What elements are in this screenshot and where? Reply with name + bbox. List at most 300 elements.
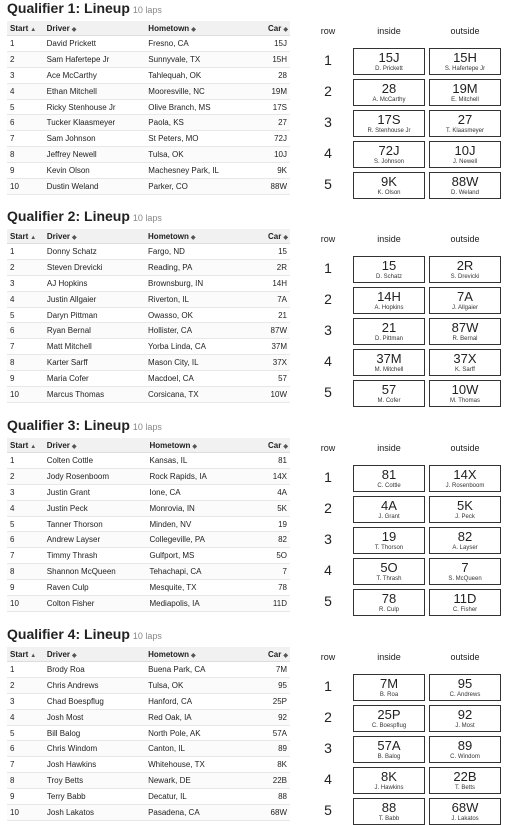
table-row bbox=[7, 147, 290, 163]
hometown-cell: Tehachapi, CA bbox=[146, 564, 255, 580]
grid-car-number: 37M bbox=[376, 351, 402, 366]
hometown-cell: Red Oak, IA bbox=[145, 709, 255, 725]
grid-slot-outside bbox=[429, 736, 501, 763]
driver-name-cell: Ace McCarthy bbox=[44, 67, 146, 83]
driver-name-cell: Justin Allgaier bbox=[44, 291, 145, 307]
car-number-cell: 7A bbox=[255, 291, 290, 307]
sort-icon: ◆ bbox=[192, 443, 197, 450]
start-position-cell: 10 bbox=[7, 596, 44, 612]
car-number-cell: 14X bbox=[255, 468, 290, 484]
qualifier-title bbox=[7, 208, 162, 224]
table-row bbox=[7, 596, 290, 612]
table-row bbox=[7, 516, 290, 532]
driver-name-cell: Donny Schatz bbox=[44, 244, 145, 260]
start-position-cell: 6 bbox=[7, 115, 44, 131]
car-number-cell: 57 bbox=[255, 371, 290, 387]
driver-name-cell: AJ Hopkins bbox=[44, 275, 145, 291]
grid-driver-name: S. Johnson bbox=[373, 159, 405, 165]
outside-column-header: outside bbox=[450, 234, 480, 244]
grid-car-number: 22B bbox=[453, 769, 477, 784]
sort-icon: ◆ bbox=[190, 234, 196, 241]
driver-name-cell: Tucker Klaasmeyer bbox=[44, 115, 146, 131]
grid-slot-inside bbox=[353, 465, 425, 492]
grid-driver-name: J. Lakatos bbox=[451, 816, 479, 822]
hometown-cell: Hollister, CA bbox=[145, 323, 255, 339]
hometown-column-header[interactable] bbox=[145, 229, 255, 244]
grid-car-number: 87W bbox=[451, 320, 479, 335]
start-position-cell: 2 bbox=[7, 468, 44, 484]
grid-slot-inside bbox=[353, 705, 425, 732]
table-row bbox=[7, 371, 290, 387]
hometown-column-header[interactable] bbox=[145, 647, 255, 662]
car-column-header[interactable] bbox=[256, 21, 290, 36]
table-row bbox=[7, 468, 290, 484]
grid-slot-inside bbox=[353, 767, 425, 794]
hometown-cell: Macdoel, CA bbox=[145, 371, 255, 387]
grid-row-number: 5 bbox=[324, 384, 332, 400]
starting-grid bbox=[319, 652, 515, 822]
grid-car-number: 5O bbox=[380, 560, 398, 575]
hometown-column-header[interactable] bbox=[146, 438, 255, 453]
table-row bbox=[7, 307, 290, 323]
lineup-table bbox=[7, 647, 290, 821]
start-position-cell: 3 bbox=[7, 484, 44, 500]
start-position-cell: 6 bbox=[7, 532, 44, 548]
grid-driver-name: B. Roa bbox=[379, 692, 399, 698]
laps-label: 10 laps bbox=[132, 631, 162, 641]
inside-column-header: inside bbox=[377, 443, 401, 453]
start-position-cell: 9 bbox=[7, 580, 44, 596]
hometown-cell: Minden, NV bbox=[146, 516, 255, 532]
hometown-cell: Fresno, CA bbox=[145, 36, 256, 52]
driver-column-header[interactable] bbox=[44, 647, 145, 662]
driver-name-cell: Terry Babb bbox=[44, 789, 145, 805]
driver-column-header[interactable] bbox=[44, 229, 145, 244]
grid-driver-name: S. McQueen bbox=[448, 576, 482, 582]
table-row bbox=[7, 677, 290, 693]
table-row bbox=[7, 339, 290, 355]
sort-icon: ◆ bbox=[72, 652, 77, 659]
table-row bbox=[7, 131, 290, 147]
grid-driver-name: J. Rosenboom bbox=[445, 483, 485, 489]
grid-car-number: 2R bbox=[456, 258, 474, 273]
start-position-cell: 3 bbox=[7, 67, 44, 83]
grid-row-number: 3 bbox=[324, 322, 332, 338]
hometown-cell: Yorba Linda, CA bbox=[145, 339, 255, 355]
car-number-cell: 11D bbox=[255, 596, 290, 612]
lineup-header-row bbox=[7, 21, 290, 36]
start-position-cell: 8 bbox=[7, 355, 44, 371]
grid-car-number: 72J bbox=[378, 143, 400, 158]
grid-car-number: 7M bbox=[379, 676, 399, 691]
car-number-cell: 89 bbox=[255, 741, 290, 757]
start-position-cell: 4 bbox=[7, 709, 44, 725]
car-number-cell: 95 bbox=[255, 677, 290, 693]
driver-name-cell: Matt Mitchell bbox=[44, 339, 145, 355]
grid-driver-name: B. Balog bbox=[377, 754, 401, 760]
grid-row-number: 5 bbox=[324, 176, 332, 192]
grid-car-number: 19M bbox=[452, 81, 478, 96]
table-row bbox=[7, 115, 290, 131]
grid-row-number: 1 bbox=[324, 52, 332, 68]
hometown-cell: Tulsa, OK bbox=[145, 677, 255, 693]
grid-driver-name: C. Boespflug bbox=[371, 723, 407, 729]
grid-driver-name: D. Schatz bbox=[375, 274, 402, 280]
table-row bbox=[7, 163, 290, 179]
grid-car-number: 11D bbox=[453, 591, 477, 606]
grid-slot-outside bbox=[429, 256, 501, 283]
table-row bbox=[7, 355, 290, 371]
grid-driver-name: D. Pittman bbox=[374, 336, 403, 342]
table-row bbox=[7, 789, 290, 805]
driver-name-cell: Chris Andrews bbox=[44, 677, 145, 693]
hometown-cell: Canton, IL bbox=[145, 741, 255, 757]
start-position-cell: 2 bbox=[7, 259, 44, 275]
grid-slot-outside bbox=[429, 110, 501, 137]
grid-car-number: 7 bbox=[461, 560, 469, 575]
driver-name-cell: Dustin Weland bbox=[44, 179, 146, 195]
column-header-label: Start bbox=[10, 23, 29, 33]
grid-slot-inside bbox=[353, 79, 425, 106]
driver-name-cell: Josh Lakatos bbox=[44, 805, 145, 821]
car-number-cell: 37X bbox=[255, 355, 290, 371]
grid-slot-outside bbox=[429, 141, 501, 168]
hometown-cell: Mediapolis, IA bbox=[146, 596, 255, 612]
grid-row-number: 1 bbox=[324, 469, 332, 485]
hometown-cell: Brownsburg, IN bbox=[145, 275, 255, 291]
column-header-label: Car bbox=[268, 231, 282, 241]
hometown-cell: Olive Branch, MS bbox=[145, 99, 256, 115]
grid-car-number: 88W bbox=[451, 174, 479, 189]
hometown-cell: North Pole, AK bbox=[145, 725, 255, 741]
driver-name-cell: Troy Betts bbox=[44, 773, 145, 789]
car-number-cell: 8K bbox=[255, 757, 290, 773]
grid-row-number: 5 bbox=[324, 802, 332, 818]
lineup-header-row bbox=[7, 438, 290, 453]
grid-driver-name: M. Mitchell bbox=[374, 367, 404, 373]
column-header-label: Car bbox=[268, 23, 282, 33]
grid-driver-name: J. Allgaier bbox=[451, 305, 478, 311]
starting-grid bbox=[319, 26, 515, 196]
driver-name-cell: Sam Johnson bbox=[44, 131, 146, 147]
grid-row-number: 3 bbox=[324, 114, 332, 130]
car-number-cell: 88W bbox=[256, 179, 290, 195]
car-number-cell: 19M bbox=[256, 83, 290, 99]
driver-column-header[interactable] bbox=[44, 438, 147, 453]
grid-row-number: 4 bbox=[324, 562, 332, 578]
hometown-cell: Mesquite, TX bbox=[146, 580, 255, 596]
grid-slot-outside bbox=[429, 496, 501, 523]
table-row bbox=[7, 548, 290, 564]
driver-name-cell: Daryn Pittman bbox=[44, 307, 145, 323]
inside-column-header: inside bbox=[377, 652, 401, 662]
table-row bbox=[7, 532, 290, 548]
start-position-cell: 1 bbox=[7, 662, 44, 678]
grid-slot-inside bbox=[353, 674, 425, 701]
start-position-cell: 3 bbox=[7, 693, 44, 709]
grid-driver-name: K. Olson bbox=[377, 190, 401, 196]
grid-slot-outside bbox=[429, 767, 501, 794]
start-position-cell: 3 bbox=[7, 275, 44, 291]
sort-icon: ◆ bbox=[190, 652, 196, 659]
outside-column-header: outside bbox=[450, 26, 480, 36]
car-number-cell: 15J bbox=[256, 36, 290, 52]
row-column-header: row bbox=[320, 26, 336, 36]
grid-car-number: 15H bbox=[453, 50, 477, 65]
driver-name-cell: Josh Most bbox=[44, 709, 145, 725]
start-column-header[interactable] bbox=[7, 438, 44, 453]
grid-car-number: 21 bbox=[381, 320, 397, 335]
driver-name-cell: Brody Roa bbox=[44, 662, 145, 678]
table-row bbox=[7, 36, 290, 52]
grid-slot-outside bbox=[429, 674, 501, 701]
grid-driver-name: D. Prickett bbox=[375, 66, 403, 72]
grid-slot-inside bbox=[353, 256, 425, 283]
grid-slot-outside bbox=[429, 465, 501, 492]
grid-row-number: 5 bbox=[324, 593, 332, 609]
grid-car-number: 15 bbox=[381, 258, 397, 273]
grid-car-number: 95 bbox=[457, 676, 473, 691]
grid-slot-outside bbox=[429, 705, 501, 732]
car-column-header[interactable] bbox=[255, 647, 290, 662]
driver-name-cell: Jody Rosenboom bbox=[44, 468, 147, 484]
car-column-header[interactable] bbox=[255, 229, 290, 244]
grid-car-number: 92 bbox=[457, 707, 473, 722]
grid-slot-inside bbox=[353, 287, 425, 314]
grid-car-number: 10J bbox=[454, 143, 476, 158]
start-position-cell: 4 bbox=[7, 500, 44, 516]
laps-label: 10 laps bbox=[132, 5, 162, 15]
grid-driver-name: C. Fisher bbox=[452, 607, 478, 613]
grid-driver-name: S. Drevicki bbox=[450, 274, 480, 280]
grid-car-number: 7A bbox=[457, 289, 473, 304]
table-row bbox=[7, 500, 290, 516]
outside-column-header: outside bbox=[450, 652, 480, 662]
car-number-cell: 28 bbox=[256, 67, 290, 83]
hometown-column-header[interactable] bbox=[145, 21, 256, 36]
lineup-table bbox=[7, 21, 290, 195]
car-number-cell: 68W bbox=[255, 805, 290, 821]
sort-icon: ▲ bbox=[30, 26, 37, 33]
start-position-cell: 7 bbox=[7, 548, 44, 564]
grid-car-number: 27 bbox=[457, 112, 473, 127]
driver-name-cell: Maria Cofer bbox=[44, 371, 145, 387]
driver-name-cell: Colton Fisher bbox=[44, 596, 147, 612]
car-number-cell: 37M bbox=[255, 339, 290, 355]
column-header-label: Driver bbox=[46, 440, 70, 450]
hometown-cell: Rock Rapids, IA bbox=[146, 468, 255, 484]
grid-row-number: 4 bbox=[324, 353, 332, 369]
grid-driver-name: J. Hawkins bbox=[374, 785, 404, 791]
table-row bbox=[7, 67, 290, 83]
start-position-cell: 5 bbox=[7, 99, 44, 115]
car-number-cell: 15H bbox=[256, 51, 290, 67]
grid-driver-name: S. Hafertepe Jr bbox=[444, 66, 486, 72]
grid-driver-name: R. Culp bbox=[378, 607, 399, 613]
hometown-cell: Decatur, IL bbox=[145, 789, 255, 805]
grid-car-number: 9K bbox=[381, 174, 397, 189]
hometown-cell: Sunnyvale, TX bbox=[145, 51, 256, 67]
grid-driver-name: J. Grant bbox=[378, 514, 400, 520]
laps-label: 10 laps bbox=[132, 213, 162, 223]
driver-name-cell: Sam Hafertepe Jr bbox=[44, 51, 146, 67]
grid-row-number: 1 bbox=[324, 260, 332, 276]
grid-driver-name: A. Layser bbox=[452, 545, 478, 551]
car-number-cell: 14H bbox=[255, 275, 290, 291]
table-row bbox=[7, 51, 290, 67]
column-header-label: Start bbox=[10, 231, 29, 241]
grid-row-number: 2 bbox=[324, 83, 332, 99]
grid-row-number: 2 bbox=[324, 709, 332, 725]
hometown-cell: Tahlequah, OK bbox=[145, 67, 256, 83]
grid-slot-inside bbox=[353, 48, 425, 75]
driver-name-cell: Justin Grant bbox=[44, 484, 147, 500]
hometown-cell: Monrovia, IN bbox=[146, 500, 255, 516]
grid-row-number: 4 bbox=[324, 145, 332, 161]
hometown-cell: Mooresville, NC bbox=[145, 83, 256, 99]
sort-icon: ◆ bbox=[71, 26, 77, 33]
grid-slot-outside bbox=[429, 380, 501, 407]
grid-driver-name: M. Thomas bbox=[450, 398, 480, 404]
hometown-cell: Reading, PA bbox=[145, 259, 255, 275]
start-position-cell: 9 bbox=[7, 789, 44, 805]
driver-name-cell: Bill Balog bbox=[44, 725, 145, 741]
driver-name-cell: Marcus Thomas bbox=[44, 387, 145, 403]
car-number-cell: 17S bbox=[256, 99, 290, 115]
grid-slot-inside bbox=[353, 318, 425, 345]
grid-slot-inside bbox=[353, 736, 425, 763]
grid-driver-name: J. Most bbox=[455, 723, 475, 729]
driver-name-cell: David Prickett bbox=[44, 36, 146, 52]
driver-name-cell: Ethan Mitchell bbox=[44, 83, 146, 99]
car-number-cell: 10W bbox=[255, 387, 290, 403]
car-number-cell: 5O bbox=[255, 548, 290, 564]
hometown-cell: St Peters, MO bbox=[145, 131, 256, 147]
qualifier-title-text: Qualifier 3: Lineup bbox=[7, 417, 130, 433]
grid-car-number: 37X bbox=[453, 351, 477, 366]
sort-icon: ▲ bbox=[30, 234, 37, 241]
table-row bbox=[7, 291, 290, 307]
qualifier-title bbox=[7, 626, 162, 642]
grid-car-number: 89 bbox=[457, 738, 473, 753]
column-header-label: Car bbox=[268, 649, 282, 659]
hometown-cell: Pasadena, CA bbox=[145, 805, 255, 821]
grid-car-number: 17S bbox=[377, 112, 401, 127]
qualifier-title bbox=[7, 0, 162, 16]
start-position-cell: 8 bbox=[7, 773, 44, 789]
grid-slot-inside bbox=[353, 380, 425, 407]
grid-driver-name: A. Hopkins bbox=[374, 305, 404, 311]
car-number-cell: 72J bbox=[256, 131, 290, 147]
start-position-cell: 7 bbox=[7, 131, 44, 147]
driver-column-header[interactable] bbox=[44, 21, 146, 36]
hometown-cell: Owasso, OK bbox=[145, 307, 255, 323]
sort-icon: ◆ bbox=[283, 234, 288, 241]
grid-driver-name: R. Bernal bbox=[452, 336, 478, 342]
table-row bbox=[7, 323, 290, 339]
hometown-cell: Riverton, IL bbox=[145, 291, 255, 307]
grid-slot-inside bbox=[353, 141, 425, 168]
grid-slot-inside bbox=[353, 496, 425, 523]
driver-name-cell: Justin Peck bbox=[44, 500, 147, 516]
start-position-cell: 5 bbox=[7, 725, 44, 741]
table-row bbox=[7, 275, 290, 291]
grid-driver-name: J. Peck bbox=[455, 514, 475, 520]
grid-car-number: 57A bbox=[377, 738, 401, 753]
start-column-header[interactable] bbox=[7, 647, 44, 662]
start-column-header[interactable] bbox=[7, 229, 44, 244]
grid-driver-name: K. Sarff bbox=[455, 367, 475, 373]
grid-row-number: 3 bbox=[324, 531, 332, 547]
lineup-header-row bbox=[7, 647, 290, 662]
grid-car-number: 88 bbox=[381, 800, 397, 815]
starting-grid bbox=[319, 443, 515, 613]
grid-car-number: 5K bbox=[457, 498, 473, 513]
grid-car-number: 28 bbox=[381, 81, 397, 96]
car-number-cell: 88 bbox=[255, 789, 290, 805]
qualifier-title-text: Qualifier 2: Lineup bbox=[7, 208, 130, 224]
driver-name-cell: Timmy Thrash bbox=[44, 548, 147, 564]
start-position-cell: 9 bbox=[7, 371, 44, 387]
sort-icon: ◆ bbox=[72, 234, 77, 241]
grid-row-number: 1 bbox=[324, 678, 332, 694]
driver-name-cell: Andrew Layser bbox=[44, 532, 147, 548]
grid-slot-outside bbox=[429, 589, 501, 616]
grid-car-number: 82 bbox=[457, 529, 473, 544]
hometown-cell: Paola, KS bbox=[145, 115, 256, 131]
column-header-label: Start bbox=[10, 649, 29, 659]
grid-car-number: 68W bbox=[451, 800, 479, 815]
hometown-cell: Buena Park, CA bbox=[145, 662, 255, 678]
column-header-label: Start bbox=[10, 440, 29, 450]
start-column-header[interactable] bbox=[7, 21, 44, 36]
driver-name-cell: Tanner Thorson bbox=[44, 516, 147, 532]
qualifier-title-text: Qualifier 4: Lineup bbox=[7, 626, 130, 642]
start-position-cell: 2 bbox=[7, 51, 44, 67]
start-position-cell: 6 bbox=[7, 323, 44, 339]
grid-car-number: 57 bbox=[381, 382, 397, 397]
car-number-cell: 5K bbox=[255, 500, 290, 516]
start-position-cell: 4 bbox=[7, 83, 44, 99]
qualifier-title-text: Qualifier 1: Lineup bbox=[7, 0, 130, 16]
grid-car-number: 15J bbox=[378, 50, 400, 65]
grid-driver-name: C. Andrews bbox=[449, 692, 481, 698]
table-row bbox=[7, 99, 290, 115]
grid-slot-inside bbox=[353, 798, 425, 825]
grid-car-number: 14X bbox=[453, 467, 477, 482]
grid-slot-outside bbox=[429, 172, 501, 199]
column-header-label: Driver bbox=[46, 23, 70, 33]
car-number-cell: 87W bbox=[255, 323, 290, 339]
grid-driver-name: C. Windom bbox=[450, 754, 480, 760]
column-header-label: Driver bbox=[46, 231, 71, 241]
table-row bbox=[7, 83, 290, 99]
hometown-cell: Machesney Park, IL bbox=[145, 163, 256, 179]
hometown-cell: Mason City, IL bbox=[145, 355, 255, 371]
hometown-cell: Gulfport, MS bbox=[146, 548, 255, 564]
start-position-cell: 1 bbox=[7, 36, 44, 52]
hometown-cell: Fargo, ND bbox=[145, 244, 255, 260]
start-position-cell: 8 bbox=[7, 564, 44, 580]
laps-label: 10 laps bbox=[132, 422, 162, 432]
start-position-cell: 2 bbox=[7, 677, 44, 693]
car-number-cell: 92 bbox=[255, 709, 290, 725]
sort-icon: ▲ bbox=[30, 443, 37, 450]
car-number-cell: 15 bbox=[255, 244, 290, 260]
sort-icon: ◆ bbox=[283, 26, 288, 33]
car-column-header[interactable] bbox=[255, 438, 290, 453]
start-position-cell: 10 bbox=[7, 805, 44, 821]
